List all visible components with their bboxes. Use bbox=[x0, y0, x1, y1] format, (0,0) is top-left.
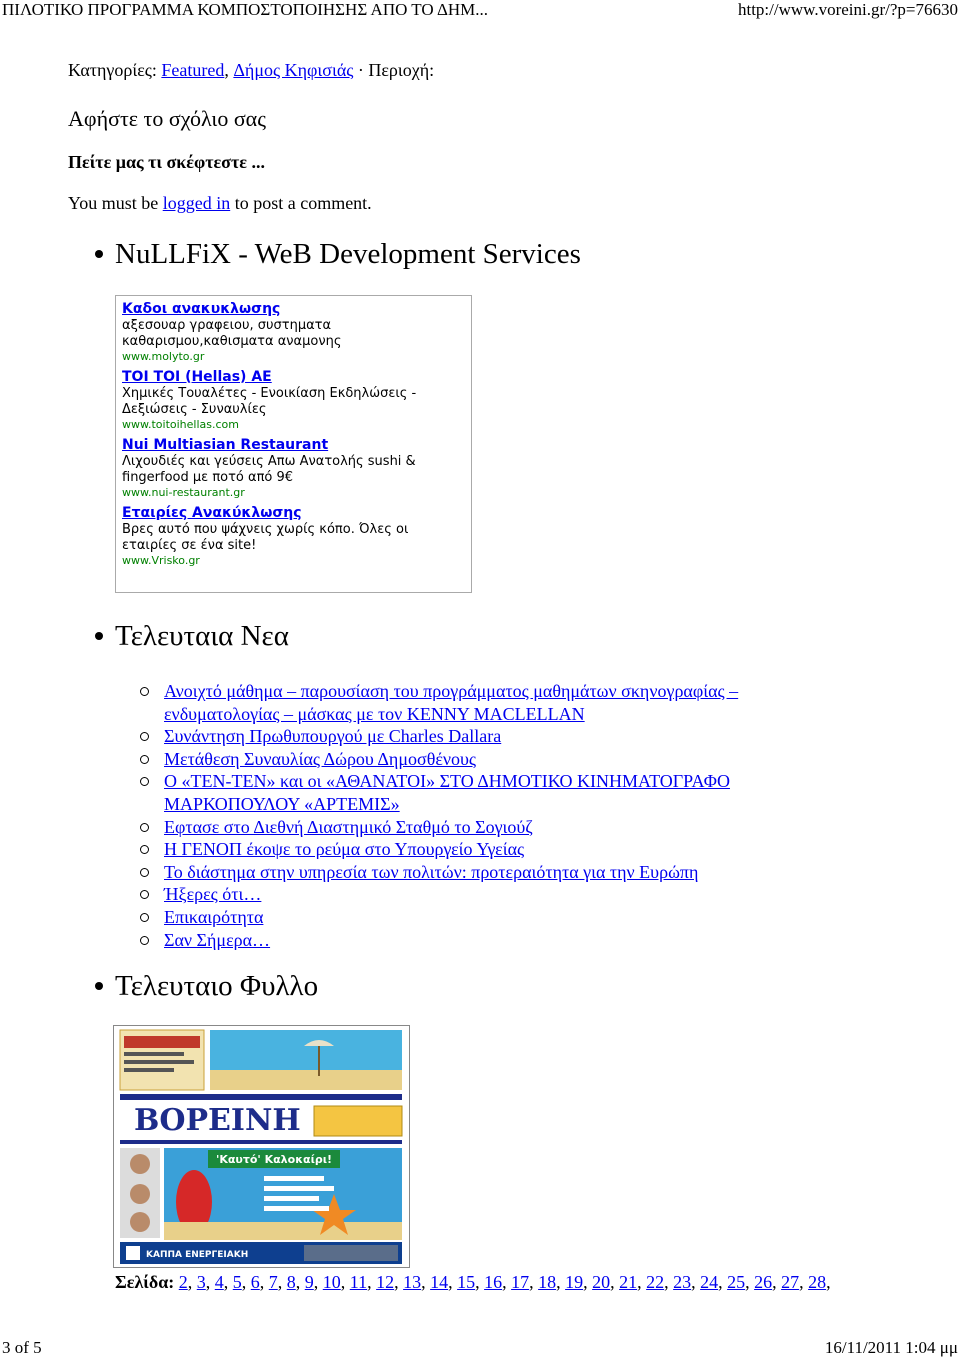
cover-masthead: ΒΟΡΕΙΝΗ bbox=[134, 1103, 301, 1138]
page-link[interactable]: 2 bbox=[178, 1272, 188, 1292]
category-link-featured[interactable]: Featured bbox=[161, 60, 225, 80]
page-link[interactable]: 7 bbox=[268, 1272, 278, 1292]
section-news-title-text: Τελευταια Νεα bbox=[115, 620, 289, 652]
categories-line bbox=[68, 60, 434, 81]
section-news-title bbox=[95, 620, 289, 653]
section-issue-title bbox=[95, 970, 318, 1003]
category-link-dimos-kifisias[interactable]: Δήμος Κηφισιάς bbox=[233, 60, 354, 80]
page-link[interactable]: 23 bbox=[673, 1272, 692, 1292]
page-link[interactable]: 27 bbox=[781, 1272, 800, 1292]
ad-item bbox=[122, 436, 471, 500]
section-ads-title-text: NuLLFiX - WeB Development Services bbox=[115, 238, 581, 270]
page-link[interactable]: 9 bbox=[304, 1272, 314, 1292]
ad-item bbox=[122, 504, 471, 568]
ad-title-link[interactable]: Καδοι ανακυκλωσης bbox=[122, 301, 281, 317]
page-header-title: ΠΙΛΟΤΙΚΟ ΠΡΟΓΡΑΜΜΑ ΚΟΜΠΟΣΤΟΠΟΙΗΣΗΣ ΑΠΟ ΤΟ ΔΗΜ... bbox=[2, 0, 489, 19]
page-footer-datetime: 16/11/2011 1:04 μμ bbox=[824, 1338, 958, 1357]
page-link[interactable]: 28 bbox=[808, 1272, 827, 1292]
category-separator: , bbox=[224, 60, 229, 80]
news-item bbox=[140, 725, 840, 748]
news-link[interactable]: Ο «ΤΕΝ-ΤΕΝ» και οι «ΑΘΑΝΑΤΟΙ» ΣΤΟ ΔΗΜΟΤΙΚΟ ΚΙΝΗΜΑΤΟΓΡΑΦΟ ΜΑΡΚΟΠΟΥΛΟΥ «ΑΡΤΕΜΙΣ» bbox=[164, 771, 730, 814]
section-issue-title-text: Τελευταιο Φυλλο bbox=[115, 970, 319, 1002]
region-label: · Περιοχή: bbox=[357, 60, 435, 80]
ad-item bbox=[122, 368, 471, 432]
page-link[interactable]: 5 bbox=[232, 1272, 242, 1292]
news-link[interactable]: Σαν Σήμερα… bbox=[164, 929, 271, 950]
ad-title-link[interactable]: TOI TOI (Hellas) AE bbox=[122, 369, 272, 385]
cover-image bbox=[114, 1026, 409, 1267]
ad-url-link[interactable]: www.nui-restaurant.gr bbox=[122, 486, 245, 499]
login-notice-suffix: to post a comment. bbox=[234, 193, 372, 213]
login-notice-prefix: You must be bbox=[68, 193, 159, 213]
ad-description: Χημικές Τουαλέτες - Ενοικίαση Εκδηλώσεις - Δεξιώσεις - Συναυλίες bbox=[122, 386, 417, 417]
bullet-icon bbox=[95, 632, 103, 640]
comment-prompt: Πείτε μας τι σκέφτεστε ... bbox=[68, 152, 265, 172]
page-link[interactable]: 19 bbox=[565, 1272, 584, 1292]
pagination: Σελίδα: 2, 3, 4, 5, 6, 7, 8, 9, 10, 11, 12, 13, 14, 15, 16, 17, 18, 19, 20, 21, 22, 23, 24, 25, 26, 27, 28, bbox=[115, 1272, 831, 1292]
bullet-icon bbox=[95, 250, 103, 258]
news-link[interactable]: Η ΓΕΝΟΠ έκοψε το ρεύμα στο Υπουργείο Υγείας bbox=[164, 839, 525, 860]
cover-banner: 'Καυτό' Καλοκαίρι! bbox=[215, 1153, 333, 1166]
ad-box bbox=[115, 295, 472, 593]
page-link[interactable]: 20 bbox=[592, 1272, 611, 1292]
login-notice bbox=[68, 193, 372, 214]
page-link[interactable]: 18 bbox=[538, 1272, 557, 1292]
ad-url-link[interactable]: www.toitoihellas.com bbox=[122, 418, 239, 431]
page-link[interactable]: 21 bbox=[619, 1272, 638, 1292]
page-header-url: http://www.voreini.gr/?p=76630 bbox=[737, 0, 958, 19]
cover-footer-brand: ΚΑΠΠΑ ΕΝΕΡΓΕΙΑΚΗ bbox=[146, 1250, 249, 1260]
page-link[interactable]: 12 bbox=[376, 1272, 395, 1292]
section-ads-title bbox=[95, 238, 581, 271]
news-item bbox=[140, 883, 840, 906]
ad-title-link[interactable]: Εταιρίες Ανακύκλωσης bbox=[122, 505, 302, 521]
ad-description: Λιχουδιές και γεύσεις Απω Ανατολής sushi & fingerfood με ποτό από 9€ bbox=[122, 454, 416, 485]
page-link[interactable]: 10 bbox=[322, 1272, 341, 1292]
page-link[interactable]: 14 bbox=[430, 1272, 449, 1292]
page-link[interactable]: 4 bbox=[214, 1272, 224, 1292]
categories-label: Κατηγορίες: bbox=[68, 60, 157, 80]
ad-item bbox=[122, 300, 471, 364]
comment-heading: Αφήστε το σχόλιο σας bbox=[68, 106, 266, 131]
ad-description: Βρες αυτό που ψάχνεις χωρίς κόπο. Όλες οι εταιρίες σε ένα site! bbox=[122, 522, 409, 553]
news-item bbox=[140, 816, 840, 839]
page-link[interactable]: 24 bbox=[700, 1272, 719, 1292]
ad-url-link[interactable]: www.molyto.gr bbox=[122, 350, 205, 363]
page-link[interactable]: 26 bbox=[754, 1272, 773, 1292]
news-link[interactable]: Εφτασε στο Διεθνή Διαστημικό Σταθμό το Σογιούζ bbox=[164, 816, 533, 837]
page-link[interactable]: 6 bbox=[250, 1272, 260, 1292]
page-link[interactable]: 17 bbox=[511, 1272, 530, 1292]
news-item bbox=[140, 748, 840, 771]
login-link[interactable]: logged in bbox=[162, 193, 231, 213]
page-footer-count: 3 of 5 bbox=[2, 1338, 42, 1357]
news-item bbox=[140, 929, 840, 952]
news-item bbox=[140, 680, 840, 725]
page-link[interactable]: 8 bbox=[286, 1272, 296, 1292]
news-list bbox=[140, 680, 840, 951]
news-item bbox=[140, 770, 840, 815]
page-link[interactable]: 13 bbox=[403, 1272, 422, 1292]
news-item bbox=[140, 861, 840, 884]
news-link[interactable]: Ήξερες ότι… bbox=[164, 884, 262, 905]
ad-description: αξεσουαρ γραφειου, συστηματα καθαρισμου,καθισματα αναμονης bbox=[122, 318, 342, 349]
page-link[interactable]: 16 bbox=[484, 1272, 503, 1292]
page-link[interactable]: 11 bbox=[349, 1272, 368, 1292]
pagination-label: Σελίδα: bbox=[115, 1272, 175, 1292]
news-link[interactable]: Επικαιρότητα bbox=[164, 906, 264, 927]
news-link[interactable]: Μετάθεση Συναυλίας Δώρου Δημοσθένους bbox=[164, 748, 477, 769]
news-item bbox=[140, 906, 840, 929]
page-link[interactable]: 25 bbox=[727, 1272, 746, 1292]
ad-title-link[interactable]: Nui Multiasian Restaurant bbox=[122, 437, 329, 453]
latest-issue-cover[interactable] bbox=[113, 1025, 410, 1268]
ad-url-link[interactable]: www.Vrisko.gr bbox=[122, 554, 200, 567]
news-link[interactable]: Ανοιχτό μάθημα – παρουσίαση του προγράμματος μαθημάτων σκηνογραφίας – ενδυματολογίας – μάσκας με τον KENNY MACLELLAN bbox=[164, 681, 739, 724]
page-link[interactable]: 3 bbox=[196, 1272, 206, 1292]
page-link[interactable]: 15 bbox=[457, 1272, 476, 1292]
page-link[interactable]: 22 bbox=[646, 1272, 665, 1292]
news-link[interactable]: Συνάντηση Πρωθυπουργού με Charles Dallara bbox=[164, 726, 502, 747]
news-item bbox=[140, 838, 840, 861]
bullet-icon bbox=[95, 982, 103, 990]
news-link[interactable]: Το διάστημα στην υπηρεσία των πολιτών: προτεραιότητα για την Ευρώπη bbox=[164, 861, 699, 882]
